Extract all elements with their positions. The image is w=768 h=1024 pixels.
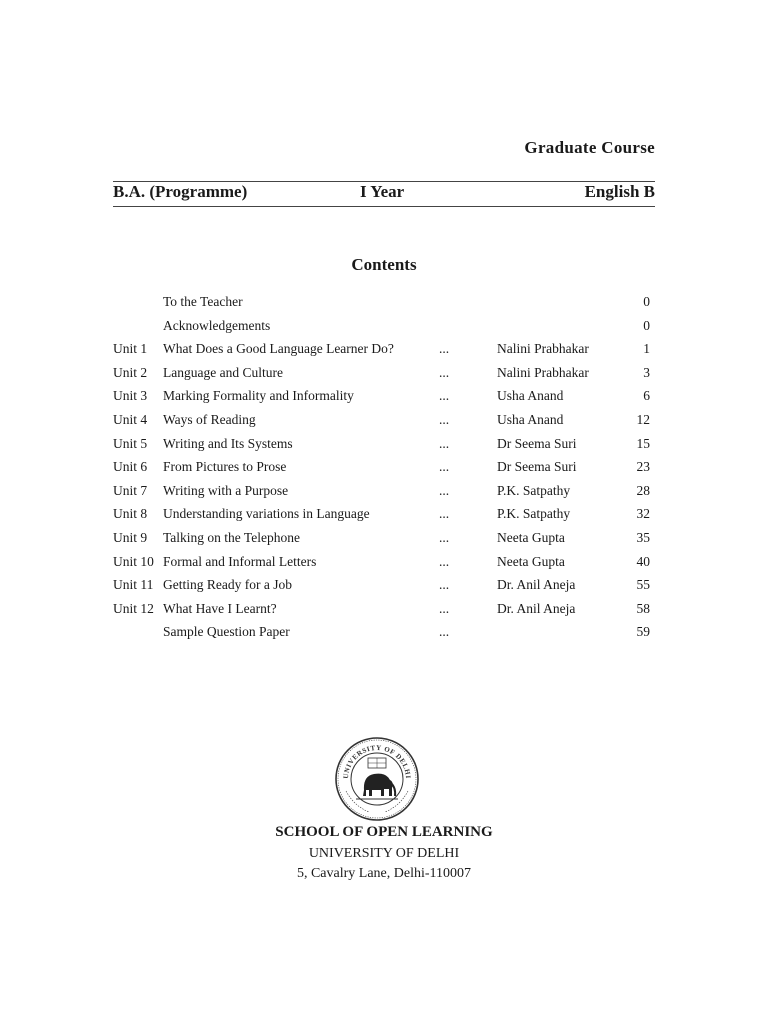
university-seal-icon (334, 736, 420, 822)
toc-unit: Unit 8 (113, 506, 148, 522)
toc-page: 0 (643, 317, 650, 333)
toc-author: Dr Seema Suri (497, 435, 577, 451)
toc-row (113, 314, 650, 338)
toc-page: 12 (636, 411, 650, 427)
toc-row (113, 361, 650, 385)
toc-title: To the Teacher (163, 294, 243, 309)
toc-page: 35 (636, 529, 650, 545)
toc-row (113, 408, 650, 432)
toc-title: What Does a Good Language Learner Do? (163, 341, 394, 357)
toc-title: Writing with a Purpose (163, 482, 289, 498)
toc-row (113, 597, 650, 621)
toc-dots: ... (439, 341, 450, 357)
toc-unit: Unit 10 (113, 553, 154, 569)
toc-title: Formal and Informal Letters (163, 553, 317, 569)
toc-unit: Unit 1 (113, 341, 148, 357)
toc-row (113, 432, 650, 456)
paper-label: English B (584, 182, 655, 201)
toc-page: 3 (643, 364, 650, 380)
toc-title: Ways of Reading (163, 411, 256, 427)
seal-text: UNIVERSITY OF DELHI (341, 743, 413, 780)
toc-dots: ... (439, 459, 450, 475)
toc-dots: ... (439, 600, 450, 616)
toc-unit: Unit 5 (113, 435, 148, 451)
toc-page: 58 (636, 600, 650, 616)
toc-title: Writing and Its Systems (163, 435, 293, 451)
school-name: SCHOOL OF OPEN LEARNING (275, 824, 493, 840)
toc-page: 40 (636, 553, 650, 569)
university-name: UNIVERSITY OF DELHI (308, 846, 460, 861)
toc-page: 28 (636, 482, 650, 498)
toc-author: P.K. Satpathy (497, 506, 571, 522)
course-info-bar (113, 182, 655, 204)
toc-page: 6 (643, 388, 650, 404)
toc-row (113, 455, 650, 479)
year-label: I Year (360, 182, 405, 201)
toc-author: Dr. Anil Aneja (497, 600, 576, 616)
toc-dots: ... (439, 364, 450, 380)
toc-dots: ... (439, 553, 450, 569)
toc-row (113, 573, 650, 597)
toc-page: 15 (636, 435, 650, 451)
programme-label: B.A. (Programme) (113, 182, 248, 201)
toc-dots: ... (439, 411, 450, 427)
toc-author: Neeta Gupta (497, 529, 565, 545)
toc-author: Usha Anand (497, 388, 564, 404)
toc-dots: ... (439, 435, 450, 451)
toc-author: Dr. Anil Aneja (497, 577, 576, 593)
toc-title: Acknowledgements (163, 317, 271, 333)
table-of-contents (113, 290, 650, 644)
toc-dots: ... (439, 624, 450, 640)
toc-row (113, 550, 650, 574)
toc-row (113, 479, 650, 503)
toc-unit: Unit 3 (113, 388, 148, 404)
contents-title: Contents (351, 255, 417, 274)
toc-dots: ... (439, 506, 450, 522)
toc-row (113, 526, 650, 550)
toc-author: Neeta Gupta (497, 553, 565, 569)
toc-author: P.K. Satpathy (497, 482, 571, 498)
toc-author: Nalini Prabhakar (497, 341, 589, 357)
toc-title: Language and Culture (163, 364, 283, 380)
header-bottom-rule (113, 206, 655, 207)
toc-dots: ... (439, 482, 450, 498)
toc-dots: ... (439, 388, 450, 404)
toc-author: Usha Anand (497, 411, 564, 427)
address: 5, Cavalry Lane, Delhi-110007 (296, 866, 472, 881)
toc-title: Getting Ready for a Job (163, 577, 292, 593)
toc-page: 32 (636, 506, 650, 522)
toc-page: 1 (643, 341, 650, 357)
toc-unit: Unit 4 (113, 411, 148, 427)
course-label: Graduate Course (524, 138, 655, 157)
toc-row (113, 620, 650, 644)
toc-page: 0 (643, 294, 650, 309)
toc-title: What Have I Learnt? (163, 600, 277, 616)
toc-title: Sample Question Paper (163, 624, 290, 640)
toc-title: Understanding variations in Language (163, 506, 370, 522)
toc-unit: Unit 6 (113, 459, 148, 475)
toc-row (113, 337, 650, 361)
toc-page: 59 (636, 624, 650, 640)
toc-dots: ... (439, 529, 450, 545)
toc-unit: Unit 11 (113, 577, 154, 593)
toc-title: Talking on the Telephone (163, 529, 300, 545)
toc-row (113, 502, 650, 526)
toc-unit: Unit 2 (113, 364, 148, 380)
toc-dots: ... (439, 577, 450, 593)
toc-author: Dr Seema Suri (497, 459, 577, 475)
toc-author: Nalini Prabhakar (497, 364, 589, 380)
toc-row (113, 384, 650, 408)
toc-unit: Unit 12 (113, 600, 154, 616)
toc-page: 55 (636, 577, 650, 593)
toc-title: Marking Formality and Informality (163, 388, 354, 404)
toc-title: From Pictures to Prose (163, 459, 287, 475)
toc-row (113, 290, 650, 314)
toc-unit: Unit 7 (113, 482, 148, 498)
toc-unit: Unit 9 (113, 529, 148, 545)
toc-page: 23 (636, 459, 650, 475)
